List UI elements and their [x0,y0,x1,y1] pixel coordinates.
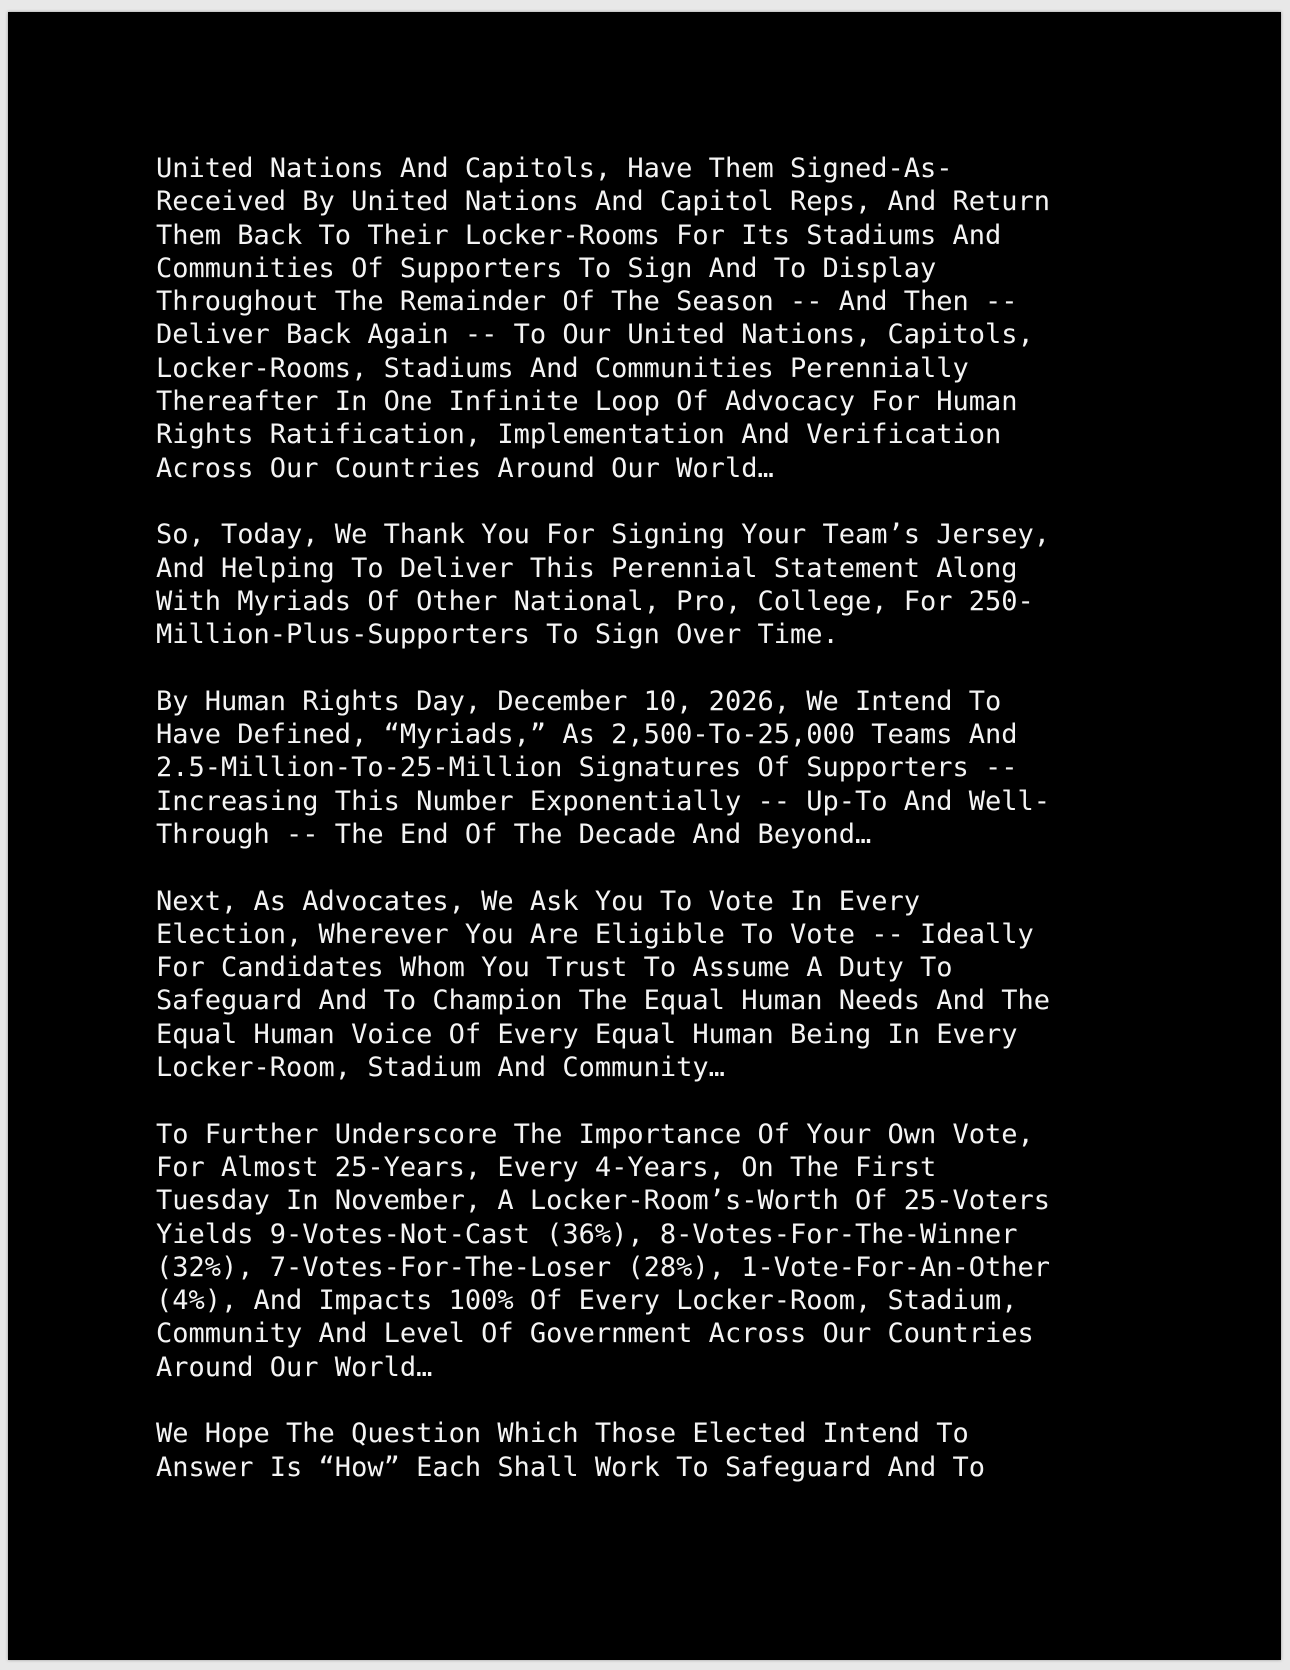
text-line: (4%), And Impacts 100% Of Every Locker-Room, Stadium, [156,1285,1018,1317]
text-line: Locker-Rooms, Stadiums And Communities Perennially [156,352,969,384]
page-frame [8,12,1281,1660]
paragraph [156,1417,1276,1484]
text-line: And Helping To Deliver This Perennial Statement Along [156,552,1018,584]
document-body [156,152,1276,1517]
text-line: Locker-Room, Stadium And Community… [156,1052,725,1084]
paragraph [156,685,1276,851]
paragraph [156,518,1276,651]
text-line: United Nations And Capitols, Have Them Signed-As- [156,153,953,184]
text-line: Around Our World… [156,1351,433,1383]
text-line: Throughout The Remainder Of The Season -- And Then -- [156,286,1018,318]
text-line: Deliver Back Again -- To Our United Nations, Capitols, [156,319,1034,351]
text-line: Tuesday In November, A Locker-Room’s-Worth Of 25-Voters [156,1185,1051,1217]
text-line: Next, As Advocates, We Ask You To Vote In Every [156,885,921,917]
text-line: Across Our Countries Around Our World… [156,452,774,484]
text-line: Increasing This Number Exponentially -- Up-To And Well- [156,785,1051,817]
text-line: We Hope The Question Which Those Elected Intend To [156,1418,969,1450]
text-line: Safeguard And To Champion The Equal Human Needs And The [156,985,1051,1017]
text-line: Rights Ratification, Implementation And Verification [156,419,1002,451]
text-line: Received By United Nations And Capitol Reps, And Return [156,186,1051,218]
paragraph [156,885,1276,1085]
paragraph [156,152,1276,485]
text-line: Answer Is “How” Each Shall Work To Safeguard And To [156,1451,986,1483]
text-line: Equal Human Voice Of Every Equal Human Being In Every [156,1018,1018,1050]
text-line: With Myriads Of Other National, Pro, College, For 250- [156,585,1034,617]
text-line: Community And Level Of Government Across Our Countries [156,1318,1034,1350]
text-line: Thereafter In One Infinite Loop Of Advocacy For Human [156,386,1018,418]
text-line: By Human Rights Day, December 10, 2026, We Intend To [156,685,1002,717]
text-line: To Further Underscore The Importance Of Your Own Vote, [156,1118,1034,1150]
text-line: Million-Plus-Supporters To Sign Over Time. [156,619,839,651]
paragraph [156,1118,1276,1384]
text-line: Them Back To Their Locker-Rooms For Its Stadiums And [156,219,1002,251]
text-line: (32%), 7-Votes-For-The-Loser (28%), 1-Vote-For-An-Other [156,1251,1051,1283]
text-line: For Candidates Whom You Trust To Assume A Duty To [156,952,953,984]
text-line: Communities Of Supporters To Sign And To Display [156,252,937,284]
text-line: Have Defined, “Myriads,” As 2,500-To-25,000 Teams And [156,719,1018,751]
text-line: Election, Wherever You Are Eligible To Vote -- Ideally [156,918,1034,950]
text-line: For Almost 25-Years, Every 4-Years, On The First [156,1151,937,1183]
text-line: 2.5-Million-To-25-Million Signatures Of Supporters -- [156,752,1018,784]
text-line: So, Today, We Thank You For Signing Your Team’s Jersey, [156,519,1051,551]
text-line: Yields 9-Votes-Not-Cast (36%), 8-Votes-For-The-Winner [156,1218,1018,1250]
text-line: Through -- The End Of The Decade And Beyond… [156,818,872,850]
